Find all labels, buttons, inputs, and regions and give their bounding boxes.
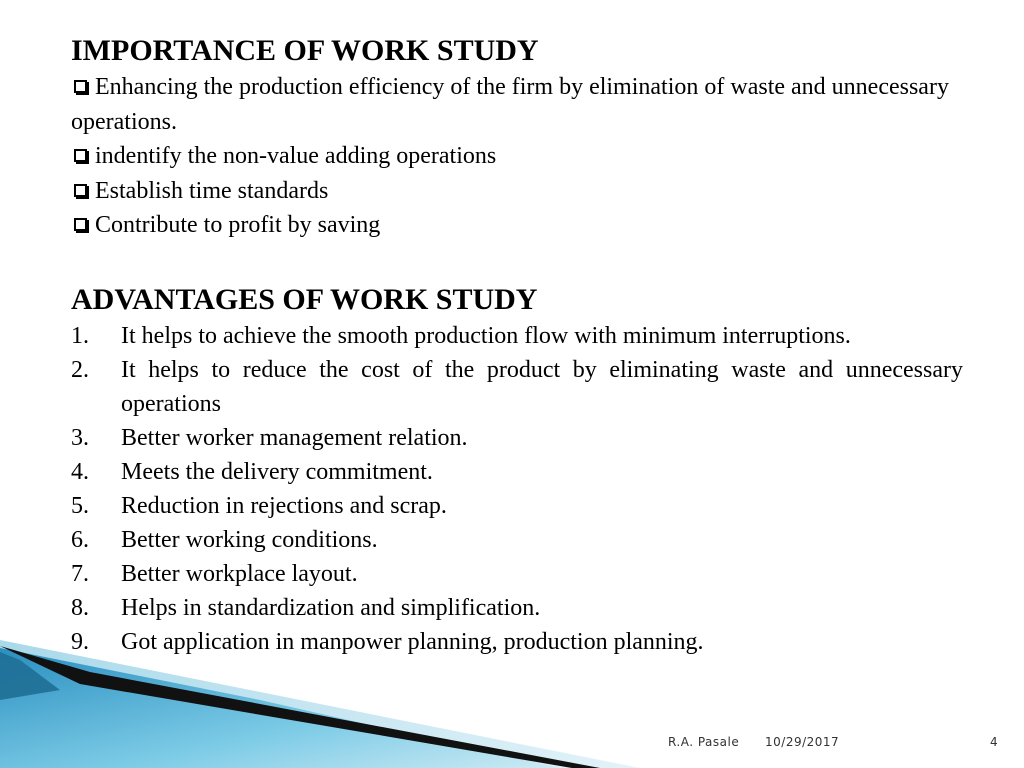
checkbox-bullet-icon [74,218,87,231]
footer-author: R.A. Pasale [668,735,740,749]
checkbox-bullet-icon [74,184,87,197]
advantages-heading: ADVANTAGES OF WORK STUDY [71,282,538,316]
checkbox-bullet-icon [74,80,87,93]
importance-bullet-list [71,70,963,243]
list-item [71,70,963,139]
item-text: Reduction in rejections and scrap. [121,492,447,519]
list-item [71,353,963,421]
advantages-numbered-list [71,319,963,659]
item-text: Better worker management relation. [121,424,468,451]
list-item [71,139,963,174]
item-text: It helps to reduce the cost of the product by eliminating waste and unnecessary operations [121,356,963,417]
item-number: 5. [71,492,89,519]
item-number: 9. [71,628,89,655]
item-text: Helps in standardization and simplification. [121,594,541,621]
bullet-text: Enhancing the production efficiency of the firm by elimination of waste and unnecessary operations. [71,74,949,135]
bullet-text: Contribute to profit by saving [95,212,381,238]
list-item [71,319,963,353]
item-text: Got application in manpower planning, production planning. [121,628,704,655]
checkbox-bullet-icon [74,149,87,162]
item-number: 6. [71,526,89,553]
item-number: 2. [71,356,89,383]
bullet-text: Establish time standards [95,177,329,204]
slide-content [71,32,963,659]
list-item [71,557,963,591]
importance-heading: IMPORTANCE OF WORK STUDY [71,34,539,67]
item-text: It helps to achieve the smooth production flow with minimum interruptions. [121,322,851,349]
list-item [71,455,963,489]
item-text: Better workplace layout. [121,560,358,587]
item-number: 1. [71,322,89,349]
item-number: 8. [71,594,89,621]
item-number: 7. [71,560,89,587]
item-text: Better working conditions. [121,526,378,553]
bullet-text: indentify the non-value adding operations [95,143,497,169]
item-text: Meets the delivery commitment. [121,458,433,485]
list-item [71,174,963,209]
item-number: 3. [71,424,89,451]
list-item [71,489,963,523]
footer-date: 10/29/2017 [765,735,840,749]
footer-page-number: 4 [990,735,999,749]
list-item [71,591,963,625]
list-item [71,421,963,455]
item-number: 4. [71,458,89,485]
list-item [71,523,963,557]
list-item [71,625,963,659]
list-item [71,208,963,243]
